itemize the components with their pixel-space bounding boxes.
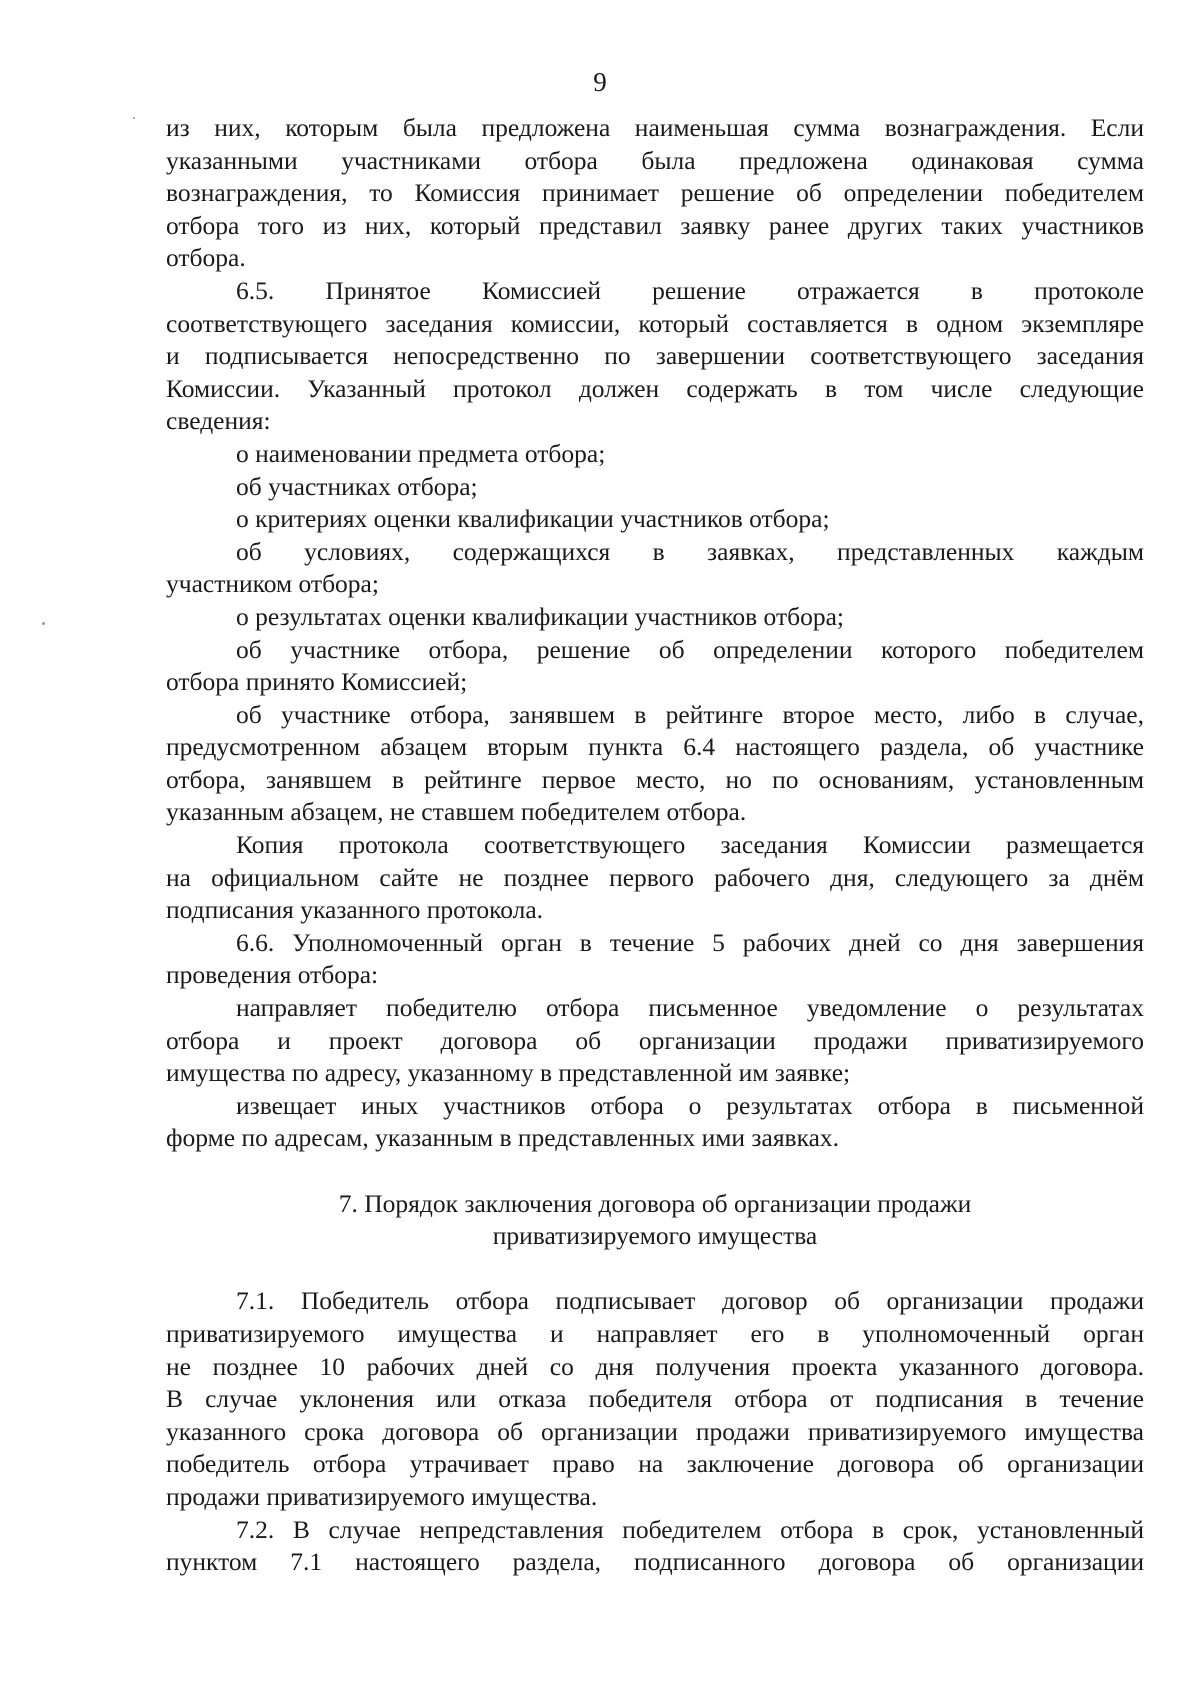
text-line: Копия протокола соответствующего заседания Комиссии размещается xyxy=(236,830,1144,860)
text-line: 6.6. Уполномоченный орган в течение 5 рабочих дней со дня завершения xyxy=(236,927,1144,957)
text-line: об участнике отбора, занявшем в рейтинге второе место, либо в случае, xyxy=(236,699,1144,729)
text-line: продажи приватизируемого имущества. xyxy=(166,1481,598,1511)
text-line: подписания указанного протокола. xyxy=(166,895,544,925)
text-line: форме по адресам, указанным в представленных ими заявках. xyxy=(166,1123,840,1153)
text-line: вознаграждения, то Комиссия принимает решение об определении победителем xyxy=(166,178,1144,208)
text-line: направляет победителю отбора письменное уведомление о результатах xyxy=(236,993,1144,1023)
document-body xyxy=(166,112,1144,1579)
text-line: соответствующего заседания комиссии, который составляется в одном экземпляре xyxy=(166,308,1144,338)
text-line: победитель отбора утрачивает право на заключение договора об организации xyxy=(166,1449,1144,1479)
text-line: пунктом 7.1 настоящего раздела, подписанного договора об организации xyxy=(166,1547,1144,1577)
text-line: об участнике отбора, решение об определении которого победителем xyxy=(236,634,1144,664)
text-line: предусмотренном абзацем вторым пункта 6.4 настоящего раздела, об участнике xyxy=(166,732,1144,762)
text-line: приватизируемого имущества и направляет его в уполномоченный орган xyxy=(166,1318,1144,1348)
text-line: 7.2. В случае непредставления победителем отбора в срок, установленный xyxy=(236,1514,1144,1544)
text-line: отбора того из них, который представил заявку ранее других таких участников xyxy=(166,210,1144,240)
text-line: указанным абзацем, не ставшем победителем отбора. xyxy=(166,797,747,827)
text-line: участником отбора; xyxy=(166,569,379,599)
text-line: не позднее 10 рабочих дней со дня получения проекта указанного договора. xyxy=(166,1351,1144,1381)
text-line: указанного срока договора об организации продажи приватизируемого имущества xyxy=(166,1416,1144,1446)
scan-speck xyxy=(42,622,45,625)
text-line: В случае уклонения или отказа победителя отбора от подписания в течение xyxy=(166,1384,1144,1414)
section-heading-line: приватизируемого имущества xyxy=(492,1221,818,1251)
text-line: отбора принято Комиссией; xyxy=(166,667,468,697)
text-line: о наименовании предмета отбора; xyxy=(236,438,606,468)
text-line: проведения отбора: xyxy=(166,960,379,990)
text-line: об условиях, содержащихся в заявках, представленных каждым xyxy=(236,536,1144,566)
text-line: и подписывается непосредственно по завершении соответствующего заседания xyxy=(166,341,1144,371)
text-line: отбора, занявшем в рейтинге первое место, но по основаниям, установленным xyxy=(166,764,1144,794)
text-line: указанными участниками отбора была предложена одинаковая сумма xyxy=(166,145,1144,175)
text-line: о результатах оценки квалификации участников отбора; xyxy=(236,601,844,631)
text-line: сведения: xyxy=(166,406,271,436)
text-line: извещает иных участников отбора о результатах отбора в письменной xyxy=(236,1090,1144,1120)
blank-line xyxy=(166,1155,1144,1188)
text-line: о критериях оценки квалификации участников отбора; xyxy=(236,504,830,534)
text-line: об участниках отбора; xyxy=(236,471,478,501)
text-line: Комиссии. Указанный протокол должен содержать в том числе следующие xyxy=(166,373,1144,403)
text-line: имущества по адресу, указанному в представленной им заявке; xyxy=(166,1058,851,1088)
text-line: 6.5. Принятое Комиссией решение отражается в протоколе xyxy=(236,275,1144,305)
page-number: 9 xyxy=(593,67,607,97)
text-line: отбора. xyxy=(166,243,246,273)
section-heading-line: 7. Порядок заключения договора об организации продажи xyxy=(338,1188,972,1218)
text-line: на официальном сайте не позднее первого рабочего дня, следующего за днём xyxy=(166,862,1144,892)
blank-line xyxy=(166,1253,1144,1286)
text-line: из них, которым была предложена наименьшая сумма вознаграждения. Если xyxy=(166,113,1144,142)
text-line: 7.1. Победитель отбора подписывает договор об организации продажи xyxy=(236,1286,1144,1316)
text-line: отбора и проект договора об организации продажи приватизируемого xyxy=(166,1025,1144,1055)
scan-speck xyxy=(133,117,135,119)
